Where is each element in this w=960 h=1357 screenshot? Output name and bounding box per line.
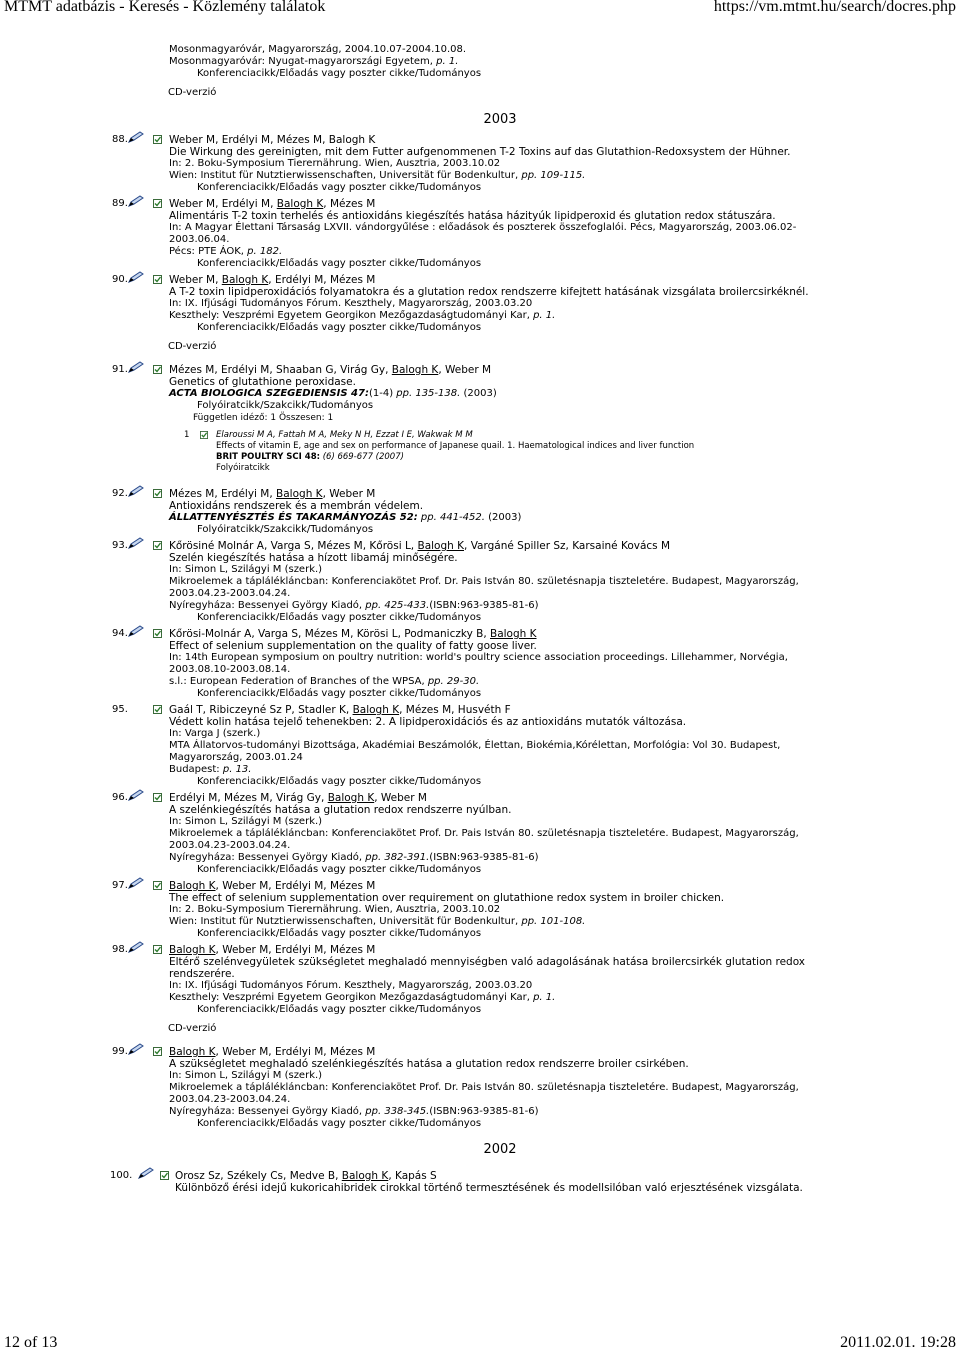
publisher-line: Mosonmagyaróvár: Nyugat-magyarországi Egyetem, p. 1.	[169, 56, 459, 67]
conference-info: Mikroelemek a táplálékláncban: Konferenciakötet Prof. Dr. Pais István 80. születésnapja tiszteletére. Budapest, Magyarország, 2003.04.23-2003.04.24.	[169, 828, 799, 851]
publication-title: A szelénkiegészítés hatása a glutation redox rendszerre nyúlban.	[169, 804, 512, 816]
authors: Balogh K, Weber M, Erdélyi M, Mézes M	[169, 944, 376, 956]
author-link[interactable]: Balogh K	[352, 704, 400, 716]
publisher-line: Wien: Institut für Nutztierwissenschaften, Universität für Bodenkultur, pp. 109-115.	[169, 170, 586, 181]
checkbox-icon[interactable]	[160, 1171, 169, 1180]
publication-type: Konferenciacikk/Előadás vagy poszter cikke/Tudományos	[197, 776, 482, 787]
publication-number: 88.	[112, 134, 128, 145]
checkbox-icon[interactable]	[153, 881, 162, 890]
edit-pencil-icon[interactable]	[128, 789, 144, 801]
author-link[interactable]: Balogh K	[276, 198, 324, 210]
year-heading-2003: 2003	[483, 112, 517, 127]
publisher-line: Wien: Institut für Nutztierwissenschaften, Universität für Bodenkultur, pp. 101-108.	[169, 916, 586, 927]
publisher-line: Nyíregyháza: Bessenyei György Kiadó, pp. 382-391.(ISBN:963-9385-81-6)	[169, 852, 539, 863]
edit-pencil-icon[interactable]	[128, 941, 144, 953]
authors: Kőrösiné Molnár A, Varga S, Mézes M, Kőrösi L, Balogh K, Vargáné Spiller Sz, Karsainé Kovács M	[169, 540, 671, 552]
authors: Weber M, Erdélyi M, Balogh K, Mézes M	[169, 198, 376, 210]
page-url[interactable]: https://vm.mtmt.hu/search/docres.php	[713, 0, 956, 15]
publication-title: The effect of selenium supplementation over requirement on glutathione redox system in broiler chicken.	[169, 892, 725, 904]
publication-title: A T-2 toxin lipidperoxidációs folyamatokra és a glutation redox rendszerre kifejtett hatásának vizsgálata broilercsirkéknél.	[169, 286, 809, 298]
checkbox-icon[interactable]	[153, 275, 162, 284]
edit-pencil-icon[interactable]	[138, 1167, 154, 1179]
conference-info: In: 14th European symposium on poultry nutrition: world's poultry science association proceedings. Lillehammer, Norvégia, 2003.08.10-2003.08.14.	[169, 652, 788, 675]
edit-pencil-icon[interactable]	[128, 131, 144, 143]
conference-info: MTA Állatorvos-tudományi Bizottsága, Akadémiai Beszámolók, Élettan, Biokémia,Kórélettan, Morfológia: Vol 30. Budapest, Magyarország, 2003.01.24	[169, 740, 781, 763]
print-datetime: 2011.02.01. 19:28	[840, 1334, 956, 1351]
edit-pencil-icon[interactable]	[128, 361, 144, 373]
checkbox-icon[interactable]	[153, 135, 162, 144]
publication-type: Konferenciacikk/Előadás vagy poszter cikke/Tudományos	[197, 612, 482, 623]
checkbox-icon[interactable]	[153, 793, 162, 802]
citation-journal: BRIT POULTRY SCI 48: (6) 669-677 (2007)	[216, 452, 404, 462]
conference-info: In: A Magyar Élettani Társaság LXVII. vándorgyűlése : előadások és poszterek összefoglalói. Pécs, Magyarország, 2003.06.02-2003.06.04.	[169, 222, 797, 245]
author-link[interactable]: Balogh K	[276, 488, 323, 500]
publication-97	[0, 880, 960, 940]
authors: Balogh K, Weber M, Erdélyi M, Mézes M	[169, 880, 376, 892]
publication-number: 93.	[112, 540, 128, 551]
publication-99	[0, 1046, 960, 1130]
publication-title: Antioxidáns rendszerek és a membrán védelem.	[169, 500, 424, 512]
checkbox-icon[interactable]	[153, 629, 162, 638]
conference-info: In: IX. Ifjúsági Tudományos Fórum. Keszthely, Magyarország, 2003.03.20	[169, 980, 533, 991]
publication-title: Védett kolin hatása tejelő tehenekben: 2. A lipidperoxidációs és az antioxidáns mutatók változása.	[169, 716, 687, 728]
checkbox-icon[interactable]	[153, 199, 162, 208]
author-link[interactable]: Balogh K	[221, 274, 269, 286]
authors: Gaál T, Ribiczeyné Sz P, Stadler K, Balogh K, Mézes M, Husvéth F	[169, 704, 511, 716]
conference-info: Mikroelemek a táplálékláncban: Konferenciakötet Prof. Dr. Pais István 80. születésnapja tiszteletére. Budapest, Magyarország, 2003.04.23-2003.04.24.	[169, 1082, 799, 1105]
author-link[interactable]: Balogh K	[327, 792, 375, 804]
publication-92	[0, 488, 960, 536]
publication-number: 95.	[112, 704, 128, 715]
conference-info: In: 2. Boku-Symposium Tierernährung. Wien, Ausztria, 2003.10.02	[169, 158, 501, 169]
publication-type: Konferenciacikk/Előadás vagy poszter cikke/Tudományos	[197, 928, 482, 939]
journal-line: ÁLLATTENYÉSZTÉS ÉS TAKARMÁNYOZÁS 52: pp. 441-452. (2003)	[169, 512, 522, 523]
citation-item	[184, 430, 810, 474]
authors: Balogh K, Weber M, Erdélyi M, Mézes M	[169, 1046, 376, 1058]
checkbox-icon[interactable]	[200, 431, 208, 439]
checkbox-icon[interactable]	[153, 489, 162, 498]
publication-number: 90.	[112, 274, 128, 285]
publication-89	[0, 198, 960, 270]
publication-type: Konferenciacikk/Előadás vagy poszter cikke/Tudományos	[197, 182, 482, 193]
page-title: MTMT adatbázis - Keresés - Közlemény találatok	[4, 0, 326, 15]
publication-type: Konferenciacikk/Előadás vagy poszter cikke/Tudományos	[197, 68, 482, 79]
publication-100	[0, 1170, 960, 1194]
publication-title: Alimentáris T-2 toxin terhelés és antioxidáns kiegészítés hatása házityúk lipidperoxid és glutation redox státuszára.	[169, 210, 776, 222]
publication-number: 97.	[112, 880, 128, 891]
edit-pencil-icon[interactable]	[128, 195, 144, 207]
publication-title: Die Wirkung des gereinigten, mit dem Futter aufgenommenen T-2 Toxins auf das Glutathion-Redoxsystem der Hühner.	[169, 146, 791, 158]
publisher-line: Keszthely: Veszprémi Egyetem Georgikon Mezőgazdaságtudományi Kar, p. 1.	[169, 992, 556, 1003]
citation-number: 1	[184, 430, 190, 440]
publication-number: 91.	[112, 364, 128, 375]
authors: Weber M, Balogh K, Erdélyi M, Mézes M	[169, 274, 376, 286]
publication-number: 98.	[112, 944, 128, 955]
checkbox-icon[interactable]	[153, 705, 162, 714]
publication-title: Effect of selenium supplementation on the quality of fatty goose liver.	[169, 640, 537, 652]
journal-line: ACTA BIOLOGICA SZEGEDIENSIS 47:(1-4) pp. 135-138. (2003)	[169, 388, 497, 399]
browser-print-header	[0, 0, 960, 22]
publication-title: Szelén kiegészítés hatása a hízott libamáj minőségére.	[169, 552, 458, 564]
publication-type: Konferenciacikk/Előadás vagy poszter cikke/Tudományos	[197, 322, 482, 333]
editor-info: In: Varga J (szerk.)	[169, 728, 261, 739]
author-link[interactable]: Balogh K	[341, 1170, 389, 1182]
year-heading-2002: 2002	[483, 1142, 517, 1157]
cd-version-label: CD-verzió	[168, 87, 217, 98]
publication-number: 100.	[110, 1170, 133, 1181]
conference-info: In: IX. Ifjúsági Tudományos Fórum. Keszthely, Magyarország, 2003.03.20	[169, 298, 533, 309]
publication-number: 92.	[112, 488, 128, 499]
citation-title: Effects of vitamin E, age and sex on performance of Japanese quail. 1. Haematological indices and liver function	[216, 441, 695, 451]
author-link[interactable]: Balogh K	[169, 944, 216, 956]
editor-info: In: Simon L, Szilágyi M (szerk.)	[169, 816, 323, 827]
publication-title: Genetics of glutathione peroxidase.	[169, 376, 356, 388]
publication-96	[0, 792, 960, 876]
authors: Orosz Sz, Székely Cs, Medve B, Balogh K, Kapás S	[175, 1170, 437, 1182]
authors: Mézes M, Erdélyi M, Balogh K, Weber M	[169, 488, 376, 500]
publication-93	[0, 540, 960, 624]
page-counter: 12 of 13	[4, 1334, 58, 1351]
results-list	[0, 44, 960, 1198]
checkbox-icon[interactable]	[153, 1047, 162, 1056]
publication-number: 99.	[112, 1046, 128, 1057]
publication-type: Folyóiratcikk/Szakcikk/Tudományos	[197, 524, 374, 535]
publisher-line: Keszthely: Veszprémi Egyetem Georgikon Mezőgazdaságtudományi Kar, p. 1.	[169, 310, 556, 321]
publication-98	[0, 944, 960, 1042]
cd-version-label: CD-verzió	[168, 341, 217, 352]
publication-type: Konferenciacikk/Előadás vagy poszter cikke/Tudományos	[197, 1004, 482, 1015]
publication-number: 89.	[112, 198, 128, 209]
checkbox-icon[interactable]	[153, 541, 162, 550]
publication-continuation	[0, 44, 960, 106]
publication-type: Folyóiratcikk/Szakcikk/Tudományos	[197, 400, 374, 411]
publication-94	[0, 628, 960, 700]
edit-pencil-icon[interactable]	[128, 537, 144, 549]
cd-version-label: CD-verzió	[168, 1023, 217, 1034]
edit-pencil-icon[interactable]	[128, 877, 144, 889]
editor-info: In: Simon L, Szilágyi M (szerk.)	[169, 1070, 323, 1081]
edit-pencil-icon[interactable]	[128, 625, 144, 637]
publication-number: 96.	[112, 792, 128, 803]
publication-90	[0, 274, 960, 360]
edit-pencil-icon[interactable]	[128, 271, 144, 283]
publication-type: Konferenciacikk/Előadás vagy poszter cikke/Tudományos	[197, 1118, 482, 1129]
author-link[interactable]: Balogh K	[169, 1046, 216, 1058]
publication-95	[0, 704, 960, 788]
publication-title: A szükségletet meghaladó szelénkiegészítés hatása a glutation redox rendszerre broiler csirkében.	[169, 1058, 689, 1070]
edit-pencil-icon[interactable]	[128, 1043, 144, 1055]
publisher-line: Pécs: PTE ÁOK, p. 182.	[169, 246, 283, 257]
publisher-line: Budapest: p. 13.	[169, 764, 252, 775]
authors: Kőrösi-Molnár A, Varga S, Mézes M, Körösi L, Podmaniczky B, Balogh K	[169, 628, 537, 640]
authors: Erdélyi M, Mézes M, Virág Gy, Balogh K, Weber M	[169, 792, 427, 804]
publication-type: Konferenciacikk/Előadás vagy poszter cikke/Tudományos	[197, 688, 482, 699]
checkbox-icon[interactable]	[153, 365, 162, 374]
author-link[interactable]: Balogh K	[490, 628, 537, 640]
citation-count: Független idéző: 1 Összesen: 1	[193, 413, 334, 423]
publication-type: Konferenciacikk/Előadás vagy poszter cikke/Tudományos	[197, 864, 482, 875]
editor-info: In: Simon L, Szilágyi M (szerk.)	[169, 564, 323, 575]
publisher-line: s.l.: European Federation of Branches of the WPSA, pp. 29-30.	[169, 676, 480, 687]
citation-type: Folyóiratcikk	[216, 463, 270, 473]
author-link[interactable]: Balogh K	[417, 540, 465, 552]
author-link[interactable]: Balogh K	[169, 880, 216, 892]
publication-91	[0, 364, 960, 474]
author-link[interactable]: Balogh K	[391, 364, 439, 376]
publication-type: Konferenciacikk/Előadás vagy poszter cikke/Tudományos	[197, 258, 482, 269]
conference-info: Mikroelemek a táplálékláncban: Konferenciakötet Prof. Dr. Pais István 80. születésnapja tiszteletére. Budapest, Magyarország, 2003.04.23-2003.04.24.	[169, 576, 799, 599]
publisher-line: Nyíregyháza: Bessenyei György Kiadó, pp. 338-345.(ISBN:963-9385-81-6)	[169, 1106, 539, 1117]
publication-number: 94.	[112, 628, 128, 639]
citation-authors: Elaroussi M A, Fattah M A, Meky N H, Ezzat I E, Wakwak M M	[216, 430, 473, 440]
checkbox-icon[interactable]	[153, 945, 162, 954]
browser-print-footer	[0, 1335, 960, 1357]
conference-info: In: 2. Boku-Symposium Tierernährung. Wien, Ausztria, 2003.10.02	[169, 904, 501, 915]
publication-title: Különböző érési idejű kukoricahibridek cirokkal történő termesztésének és modellsilóban való erjesztésének vizsgálata.	[175, 1182, 803, 1194]
conference-location: Mosonmagyaróvár, Magyarország, 2004.10.07-2004.10.08.	[169, 44, 467, 55]
publisher-line: Nyíregyháza: Bessenyei György Kiadó, pp. 425-433.(ISBN:963-9385-81-6)	[169, 600, 539, 611]
authors: Weber M, Erdélyi M, Mézes M, Balogh K	[169, 134, 376, 146]
publication-88	[0, 134, 960, 194]
authors: Mézes M, Erdélyi M, Shaaban G, Virág Gy, Balogh K, Weber M	[169, 364, 492, 376]
publication-title: Eltérő szelénvegyületek szükségletet meghaladó mennyiségben való adagolásának hatása broilercsirkék glutation redox rendszerére.	[169, 956, 806, 980]
edit-pencil-icon[interactable]	[128, 485, 144, 497]
